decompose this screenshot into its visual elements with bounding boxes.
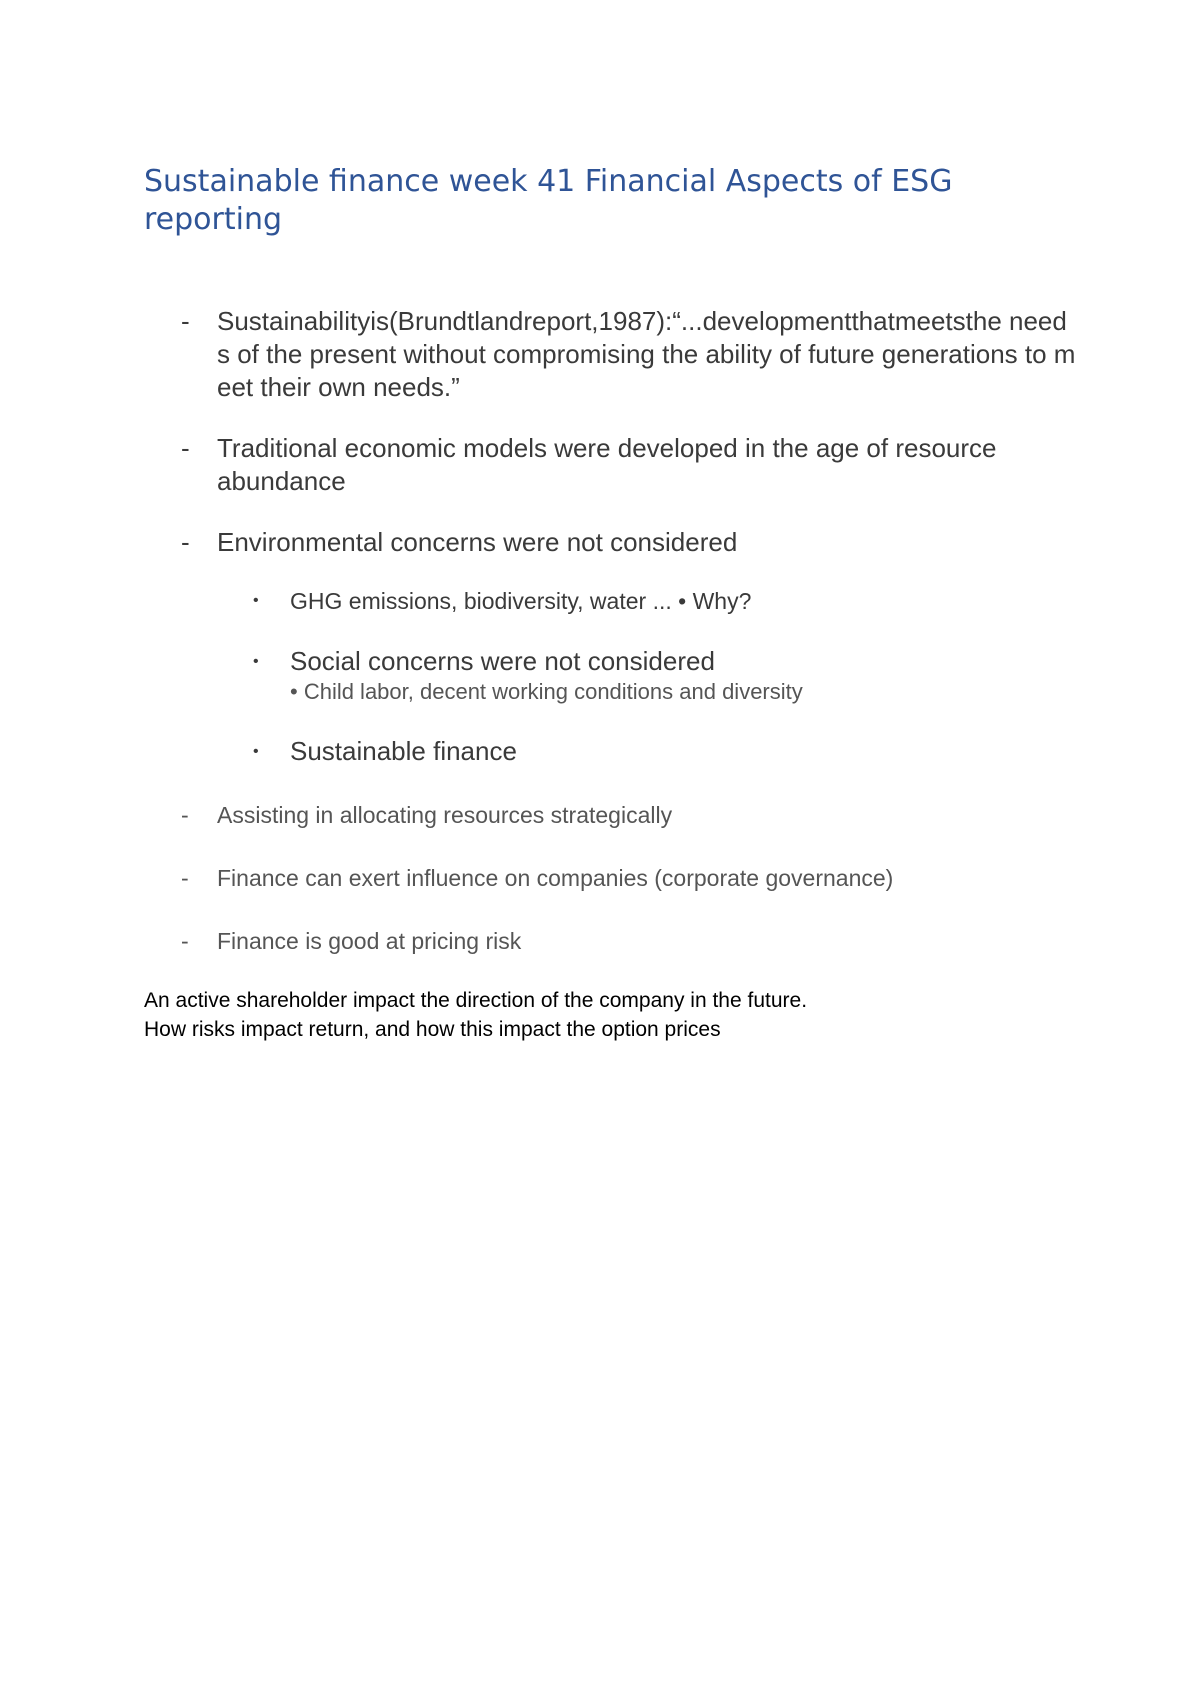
dash-marker: - — [181, 802, 189, 828]
list-item-text: Finance can exert influence on companies (corporate governance) — [217, 865, 894, 891]
note-active-shareholder: An active shareholder impact the direction of the company in the future. — [144, 989, 808, 1012]
list-item-text: Sustainabilityis(Brundtlandreport,1987):“...developmentthatmeetsthe needs of the present without compromising the ability of future generations to meet their own needs.” — [217, 306, 1076, 402]
list-item-text: Traditional economic models were developed in the age of resource abundance — [217, 433, 997, 496]
dash-marker: - — [181, 865, 189, 891]
list-item-text: Assisting in allocating resources strategically — [217, 802, 673, 828]
list-item-text: Environmental concerns were not considered — [217, 527, 738, 557]
bullet-item-text: Social concerns were not considered — [290, 646, 715, 676]
bullet-item-text: Sustainable finance — [290, 736, 517, 766]
page-title: Sustainable finance week 41 Financial Aspects of ESG reporting — [144, 164, 953, 237]
bullet-item-text: GHG emissions, biodiversity, water ... • Why? — [290, 588, 752, 614]
bullet-sub-text: • Child labor, decent working conditions and diversity — [290, 679, 803, 704]
note-risks-return: How risks impact return, and how this impact the option prices — [144, 1018, 721, 1041]
bullet-item-content — [290, 645, 1070, 706]
bullet-marker: • — [253, 743, 259, 760]
dash-marker: - — [181, 433, 190, 463]
dash-marker: - — [181, 928, 189, 954]
dash-marker: - — [181, 527, 190, 557]
bullet-marker: • — [253, 653, 259, 670]
bullet-marker: • — [253, 592, 259, 609]
dash-marker: - — [181, 306, 190, 336]
list-item-text: Finance is good at pricing risk — [217, 928, 522, 954]
